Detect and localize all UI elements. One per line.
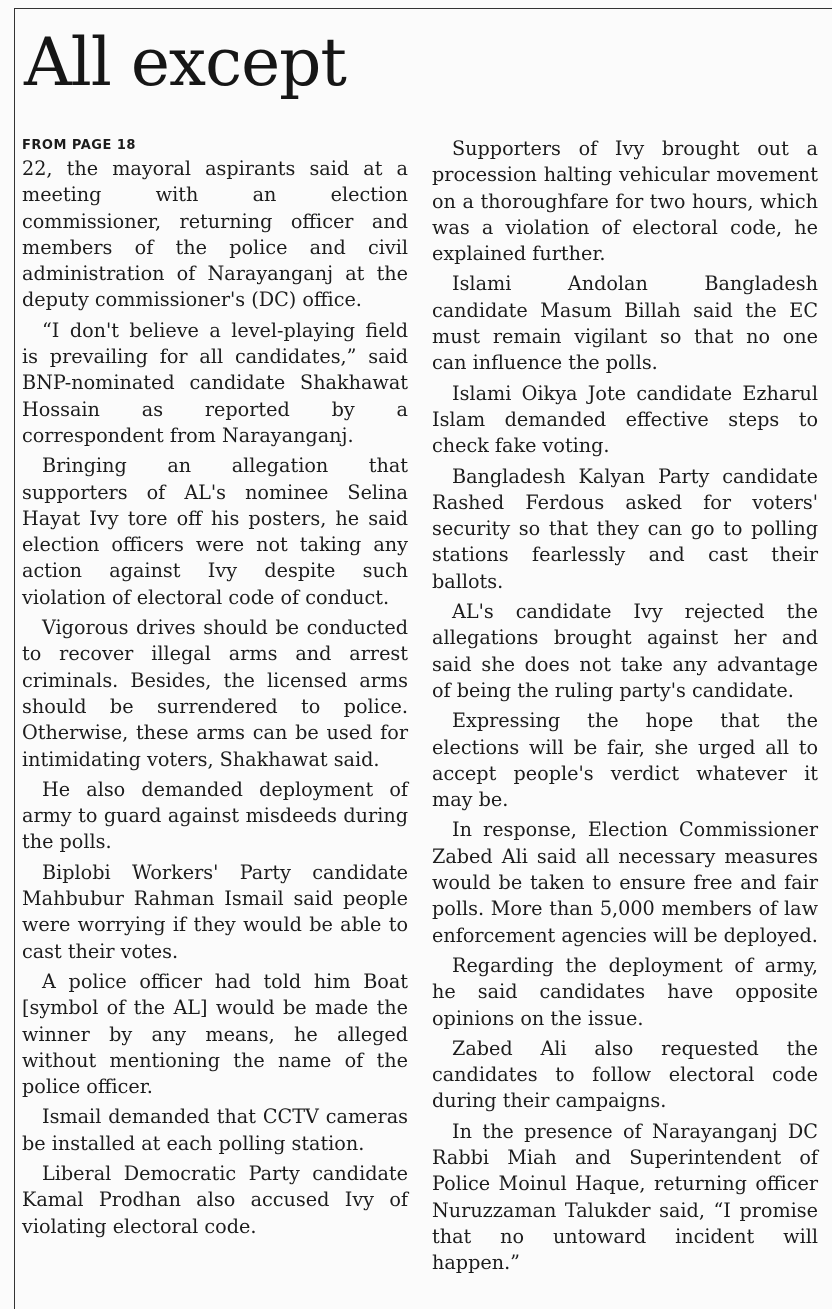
paragraph: Liberal Democratic Party candidate Kamal Prodhan also accused Ivy of violating electoral code.	[22, 1161, 408, 1238]
paragraph: Regarding the deployment of army, he said candidates have opposite opinions on the issue.	[432, 953, 818, 1030]
paragraph: AL's candidate Ivy rejected the allegations brought against her and said she does not take any advantage of being the ruling party's candidate.	[432, 600, 818, 702]
left-border-rule	[14, 8, 15, 1309]
paragraph: Islami Andolan Bangladesh candidate Masum Billah said the EC must remain vigilant so that no one can influence the polls.	[432, 272, 818, 375]
article-column-right	[432, 136, 818, 1280]
paragraph: Vigorous drives should be conducted to recover illegal arms and arrest criminals. Besides, the licensed arms should be surrendered to police. Otherwise, these arms can be used for intimidating voters, Shakhawat said.	[22, 616, 408, 771]
paragraph: Biplobi Workers' Party candidate Mahbubur Rahman Ismail said people were worrying if they would be able to cast their votes.	[22, 860, 408, 963]
article-column-left	[22, 136, 408, 1244]
paragraph: A police officer had told him Boat [symbol of the AL] would be made the winner by any means, he alleged without mentioning the name of the police officer.	[22, 969, 408, 1099]
paragraph: In response, Election Commissioner Zabed Ali said all necessary measures would be taken to ensure free and fair polls. More than 5,000 members of law enforcement agencies will be deployed.	[432, 818, 818, 947]
paragraph: Ismail demanded that CCTV cameras be installed at each polling station.	[22, 1105, 408, 1155]
top-border-rule	[14, 8, 832, 9]
paragraph: Bangladesh Kalyan Party candidate Rashed Ferdous asked for voters' security so that they can go to polling stations fearlessly and cast their ballots.	[432, 464, 818, 593]
paragraph: Bringing an allegation that supporters of AL's nominee Selina Hayat Ivy tore off his posters, he said election officers were not taking any action against Ivy despite such violation of electoral code of conduct.	[22, 454, 408, 609]
paragraph: Islami Oikya Jote candidate Ezharul Islam demanded effective steps to check fake voting.	[432, 381, 818, 458]
paragraph: Expressing the hope that the elections will be fair, she urged all to accept people's verdict whatever it may be.	[432, 709, 818, 812]
paragraph: He also demanded deployment of army to guard against misdeeds during the polls.	[22, 777, 408, 854]
paragraph: In the presence of Narayanganj DC Rabbi Miah and Superintendent of Police Moinul Haque, returning officer Nuruzzaman Talukder said, “I promise that no untoward incident will happen.”	[432, 1119, 818, 1275]
paragraph: “I don't believe a level-playing field is prevailing for all candidates,” said BNP-nominated candidate Shakhawat Hossain as reported by a correspondent from Narayanganj.	[22, 318, 408, 447]
paragraph: Zabed Ali also requested the candidates to follow electoral code during their campaigns.	[432, 1036, 818, 1113]
paragraph: Supporters of Ivy brought out a procession halting vehicular movement on a thoroughfare for two hours, which was a violation of electoral code, he explained further.	[432, 137, 818, 266]
article-headline: All except	[24, 24, 346, 101]
continuation-kicker: FROM PAGE 18	[22, 138, 136, 153]
paragraph: 22, the mayoral aspirants said at a meeting with an election commissioner, returning officer and members of the police and civil administration of Narayanganj at the deputy commissioner's (DC) office.	[22, 157, 408, 312]
